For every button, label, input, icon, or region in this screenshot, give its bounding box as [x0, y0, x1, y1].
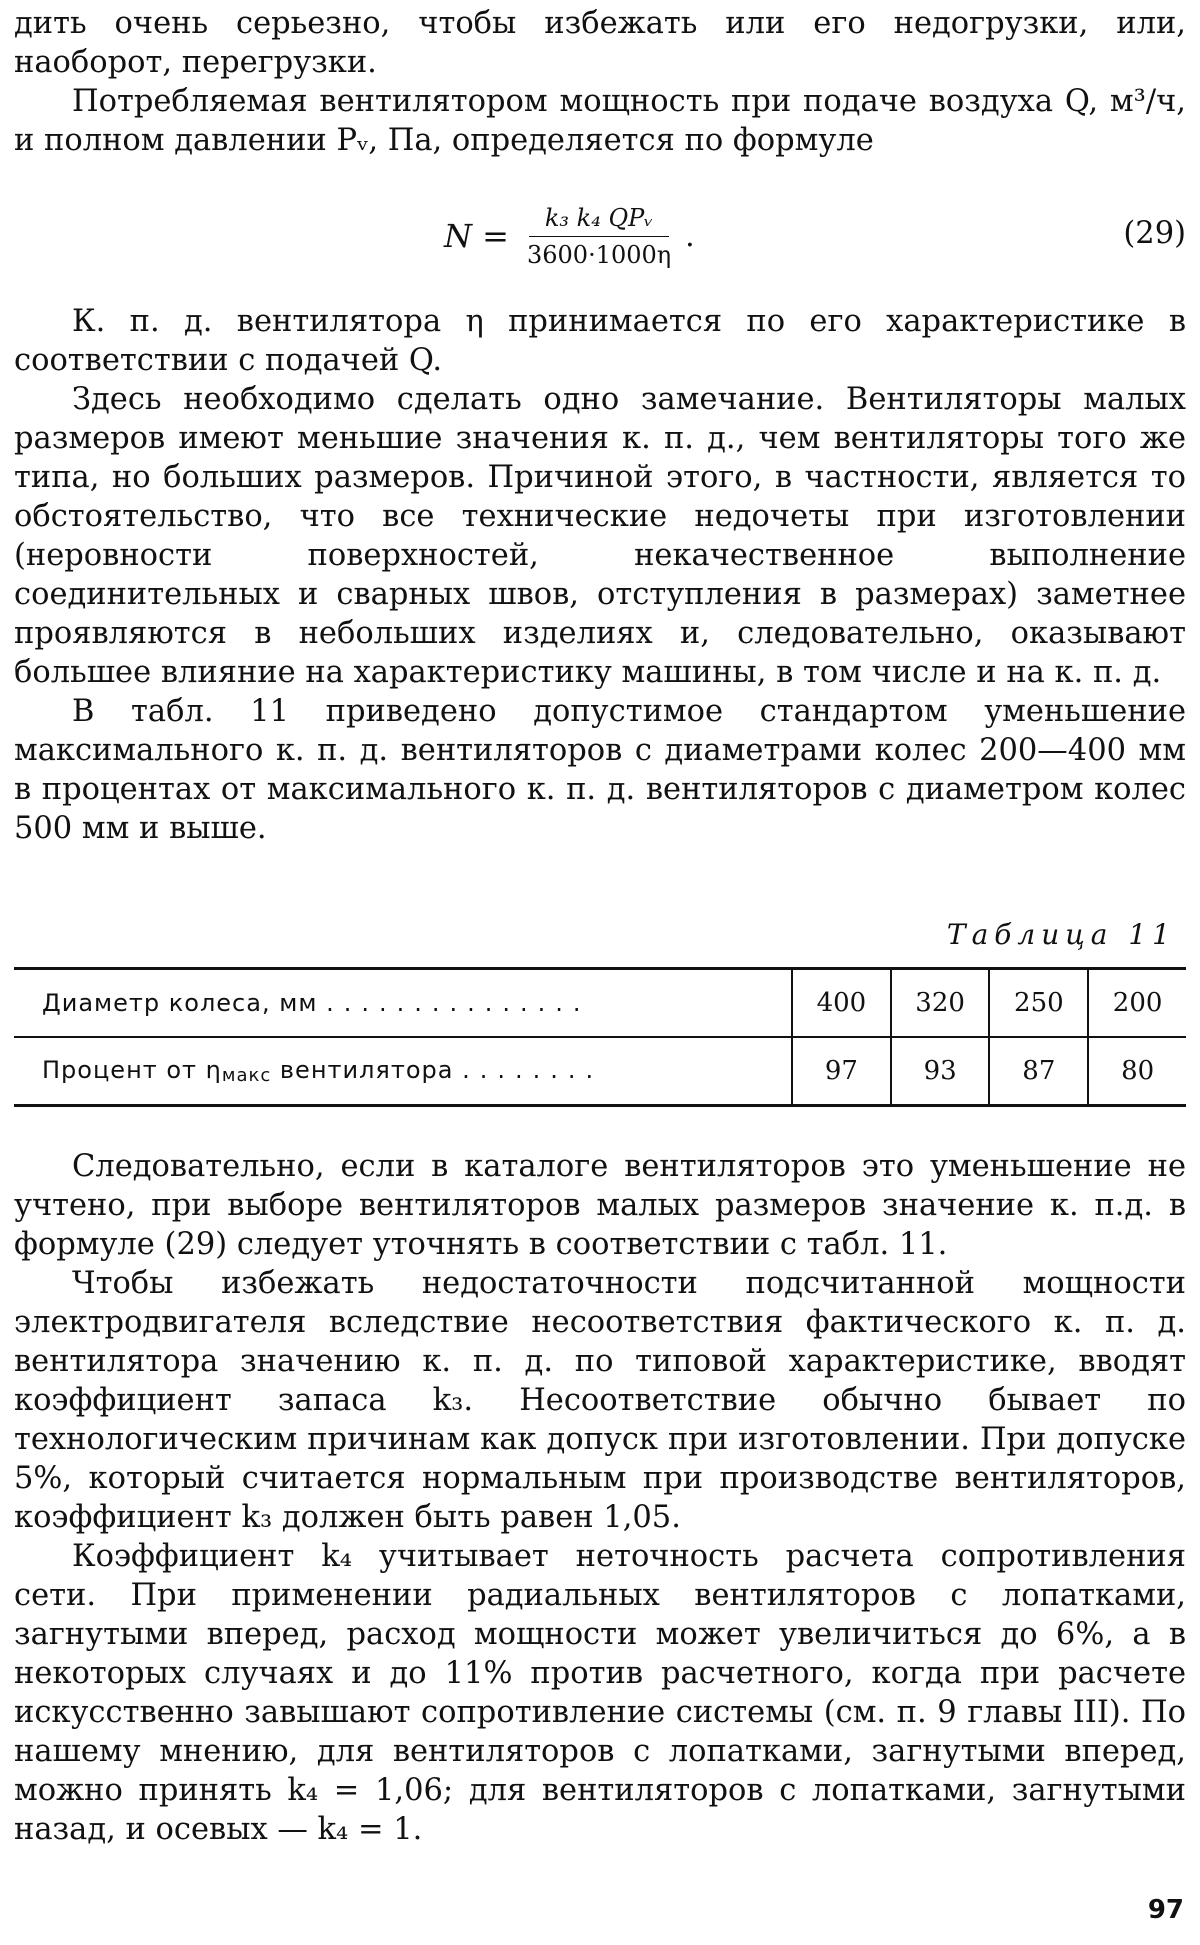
table-cell: 93 — [891, 1037, 990, 1106]
paragraph-k3: Чтобы избежать недостаточности подсчитанной мощности электродвигателя вследствие несоответствия фактического к. п. д. вентилятора значению к. п. д. по типовой характеристике, вводят коэффициент запаса k₃. Несоответствие обычно бывает по технологическим причинам как допуск при изготовлении. При допуске 5%, который считается нормальным при производстве вентиляторов, коэффициент k₃ должен быть равен 1,05. — [14, 1266, 1186, 1535]
table-row-label — [14, 969, 792, 1038]
paragraph-k4: Коэффициент k₄ учитывает неточность расчета сопротивления сети. При применении радиальных вентиляторов с лопатками, загнутыми вперед, расход мощности может увеличиться до 6%, а в некоторых случаях и до 11% против расчетного, когда при расчете искусственно завышают сопротивление системы (см. п. 9 главы III). По нашему мнению, для вентиляторов с лопатками, загнутыми вперед, можно принять k₄ = 1,06; для вентиляторов с лопатками, загнутыми назад, и осевых — k₄ = 1. — [14, 1539, 1186, 1847]
table-cell: 320 — [891, 969, 990, 1038]
table-cell: 87 — [989, 1037, 1088, 1106]
row1-label-text: Диаметр колеса, мм — [42, 989, 318, 1017]
row2-leader-dots: ........ — [462, 1056, 604, 1084]
table-caption: Таблица 11 — [946, 918, 1176, 951]
paragraph-continued: дить очень серьезно, чтобы избежать или его недогрузки, или, наоборот, перегрузки. — [14, 6, 1186, 80]
formula-block — [14, 180, 1186, 292]
formula-fraction — [527, 204, 671, 269]
table-cell: 250 — [989, 969, 1088, 1038]
table-row — [14, 969, 1186, 1038]
table-row — [14, 1037, 1186, 1106]
table-cell: 400 — [792, 969, 891, 1038]
formula-denominator: 3600·1000η — [526, 240, 672, 269]
table-cell: 80 — [1088, 1037, 1186, 1106]
table-row-label — [14, 1037, 792, 1106]
table-cell: 97 — [792, 1037, 891, 1106]
formula-29 — [444, 180, 695, 292]
row1-leader-dots: ............... — [326, 989, 591, 1017]
formula-numerator: k₃ k₄ QPᵥ — [529, 204, 669, 237]
paragraph-efficiency: К. п. д. вентилятора η принимается по его характеристике в соответствии с подачей Q. — [14, 304, 1186, 378]
formula-lhs: N = — [444, 217, 509, 255]
row2-label-post: вентилятора — [279, 1056, 454, 1084]
paragraph-consequence: Следовательно, если в каталоге вентиляторов это уменьшение не учтено, при выборе вентиляторов малых размеров значение к. п.д. в формуле (29) следует уточнять в соответствии с табл. 11. — [14, 1149, 1186, 1262]
paragraph-table-intro: В табл. 11 приведено допустимое стандартом уменьшение максимального к. п. д. вентиляторов с диаметрами колес 200—400 мм в процентах от максимального к. п. д. вентиляторов с диаметром колес 500 мм и выше. — [14, 694, 1186, 846]
paragraph-power-intro: Потребляемая вентилятором мощность при подаче воздуха Q, м³/ч, и полном давлении Pᵥ, Па, определяется по формуле — [14, 84, 1186, 158]
page-body — [14, 0, 1186, 1849]
equation-number: (29) — [1123, 216, 1186, 251]
paragraph-remark: Здесь необходимо сделать одно замечание. Вентиляторы малых размеров имеют меньшие значения к. п. д., чем вентиляторы того же типа, но больших размеров. Причиной этого, в частности, является то обстоятельство, что все технические недочеты при изготовлении (неровности поверхностей, некачественное выполнение соединительных и сварных швов, отступления в размерах) заметнее проявляются в небольших изделиях и, следовательно, оказывают большее влияние на характеристику машины, в том числе и на к. п. д. — [14, 382, 1186, 690]
efficiency-table — [14, 967, 1186, 1107]
row2-label-sub: макс — [221, 1065, 272, 1086]
formula-trail: . — [685, 218, 695, 254]
row2-label-pre: Процент от η — [42, 1056, 222, 1084]
table-cell: 200 — [1088, 969, 1186, 1038]
page-number: 97 — [1147, 1895, 1184, 1925]
